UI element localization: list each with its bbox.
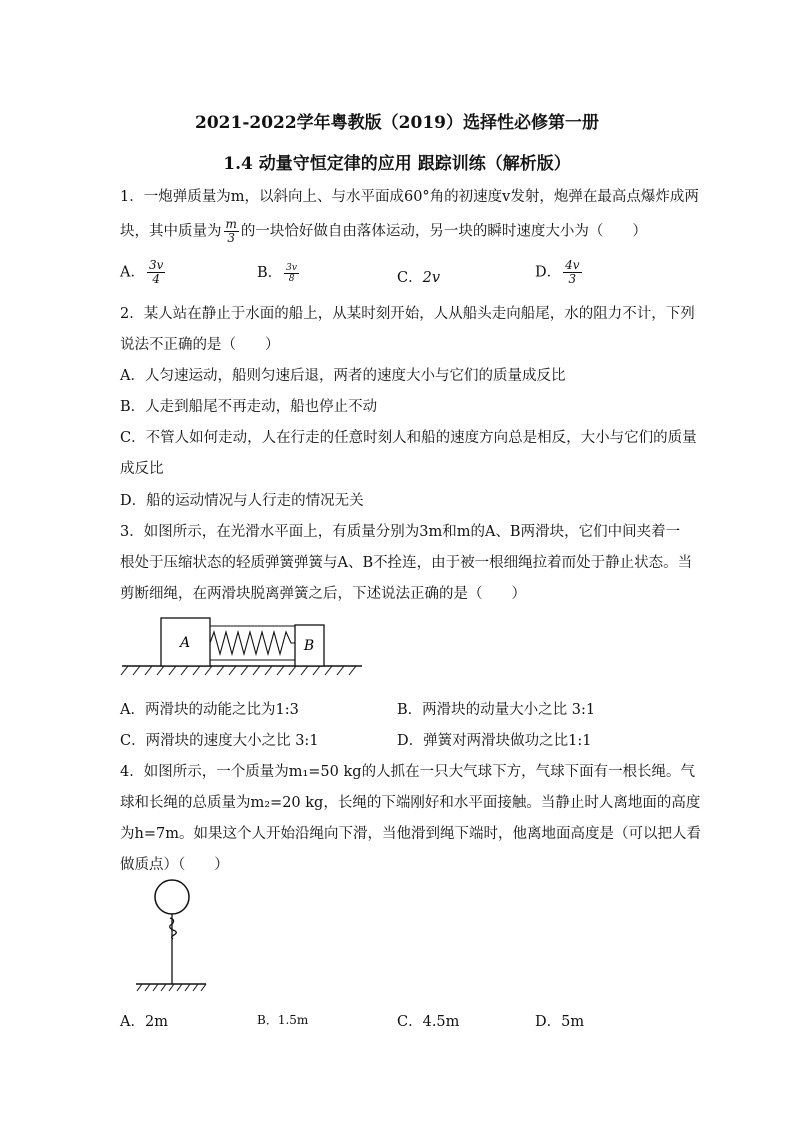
q4-line-2: 球和长绳的总质量为m₂=20 kg，长绳的下端刚好和水平面接触。当静止时人离地面的高度 (120, 795, 701, 811)
q3-option-a[interactable]: A．两滑块的动能之比为1:3 (120, 702, 299, 718)
q2-option-c-line-1[interactable]: C．不管人如何走动，人在行走的任意时刻人和船的速度方向总是相反，大小与它们的质量 (120, 430, 697, 446)
q3-line-2: 根处于压缩状态的轻质弹簧弹簧与A、B不拴连，由于被一根细绳拉着而处于静止状态。当 (120, 555, 693, 571)
q4-line-4: 做质点）（ ） (120, 857, 229, 873)
document-title: 2021-2022学年粤教版（2019）选择性必修第一册 (195, 113, 599, 133)
q4-option-d[interactable]: D．5m (535, 1014, 585, 1030)
q1-option-c[interactable] (397, 266, 440, 287)
q3-line-3: 剪断细绳，在两滑块脱离弹簧之后，下述说法正确的是（ ） (120, 586, 526, 602)
q1-option-a-num: 3v (148, 258, 164, 272)
q4-option-c[interactable]: C．4.5m (397, 1014, 460, 1030)
q2-option-a[interactable]: A．人匀速运动，船则匀速后退，两者的速度大小与它们的质量成反比 (120, 368, 566, 384)
q1-line-2-post: 的一块恰好做自由落体运动，另一块的瞬时速度大小为（ ） (240, 223, 647, 240)
q3-option-d[interactable]: D．弹簧对两滑块做功之比1:1 (397, 733, 592, 749)
q1-line-2-pre: 块，其中质量为 (120, 223, 222, 240)
q3-block-a-label: A (179, 635, 191, 651)
q4-balloon (155, 880, 189, 914)
q1-option-b-prefix: B． (257, 265, 283, 281)
q4-balloon-diagram (130, 878, 212, 996)
q1-frac-den: 3 (227, 231, 236, 245)
q1-option-b[interactable] (257, 261, 301, 284)
q1-option-c-text: 2v (422, 270, 441, 286)
q1-option-a[interactable] (120, 259, 167, 286)
q1-frac-num: m (225, 217, 237, 231)
q1-line-1: 1．一炮弹质量为m，以斜向上、与水平面成60°角的初速度v发射，炮弹在最高点爆炸成两 (120, 189, 699, 205)
q3-option-b[interactable]: B．两滑块的动量大小之比 3:1 (397, 702, 596, 718)
document-subtitle: 1.4 动量守恒定律的应用 跟踪训练（解析版） (223, 154, 571, 174)
q1-option-d-prefix: D． (535, 264, 562, 281)
q4-line-1: 4．如图所示，一个质量为m₁=50 kg的人抓在一只大气球下方，气球下面有一根长绳。气 (120, 764, 696, 780)
q3-spring-diagram (120, 612, 370, 684)
q3-block-b-label: B (303, 638, 315, 654)
q1-option-a-prefix: A． (120, 264, 145, 281)
q1-fraction (224, 218, 239, 245)
q4-ground-hatch (137, 984, 206, 991)
q1-option-b-frac (284, 263, 299, 284)
q1-option-a-frac (147, 259, 165, 286)
q3-ground-hatch (121, 666, 356, 675)
q2-line-2: 说法不正确的是（ ） (120, 337, 280, 353)
q1-option-d-num: 4v (565, 258, 580, 272)
q3-spring (210, 632, 295, 654)
q1-option-d-frac (563, 259, 581, 286)
q1-option-c-prefix: C． (397, 270, 423, 286)
q1-option-d[interactable] (535, 259, 584, 286)
q2-line-1: 2．某人站在静止于水面的船上，从某时刻开始，人从船头走向船尾，水的阻力不计，下列 (120, 306, 695, 322)
q2-option-d[interactable]: D．船的运动情况与人行走的情况无关 (120, 493, 364, 509)
q1-option-b-den: 8 (288, 273, 295, 284)
q2-option-b[interactable]: B．人走到船尾不再走动，船也停止不动 (120, 399, 378, 415)
q1-option-a-den: 4 (152, 272, 161, 286)
q1-line-2 (120, 218, 647, 245)
q4-line-3: 为h=7m。如果这个人开始沿绳向下滑，当他滑到绳下端时，他离地面高度是（可以把人看 (120, 826, 701, 842)
q1-option-b-num: 3v (286, 262, 297, 273)
q1-option-d-den: 3 (568, 272, 577, 286)
q4-option-a[interactable]: A．2m (120, 1014, 168, 1030)
q2-option-c-line-2: 成反比 (120, 461, 164, 477)
q3-line-1: 3．如图所示，在光滑水平面上，有质量分别为3m和m的A、B两滑块，它们中间夹着一 (120, 524, 681, 540)
q3-option-c[interactable]: C．两滑块的速度大小之比 3:1 (120, 733, 319, 749)
q4-person (170, 918, 177, 939)
q4-option-b[interactable]: B．1.5m (257, 1013, 309, 1027)
